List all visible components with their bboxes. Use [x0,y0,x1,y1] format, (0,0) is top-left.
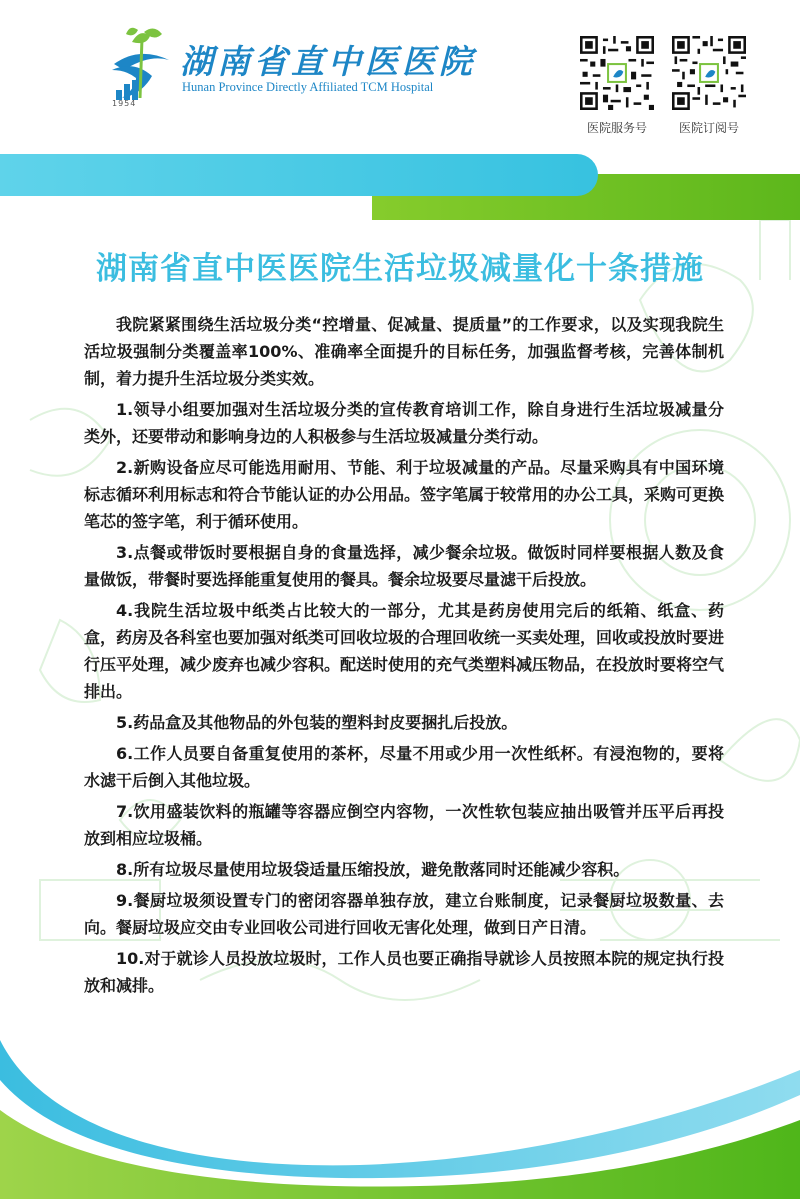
hospital-name-cn: 湖南省直中医医院 [180,42,476,81]
measure-2: 2.新购设备应尽可能选用耐用、节能、利于垃圾减量的产品。尽量采购具有中国环境标志循环利用标志和符合节能认证的办公用品。签字笔属于较常用的办公工具，采购可更换笔芯的签字笔，利于循环使用。 [84,458,725,531]
measure-8: 8.所有垃圾尽量使用垃圾袋适量压缩投放，避免散落同时还能减少容积。 [116,860,630,879]
measure-3: 3.点餐或带饭时要根据自身的食量选择，减少餐余垃圾。做饭时同样要根据人数及食量做饭，带餐时要选择能重复使用的餐具。餐余垃圾要尽量滤干后投放。 [84,543,724,589]
measures-text [84,311,724,1003]
qr-code-icon [672,36,746,110]
measure-5: 5.药品盒及其他物品的外包装的塑料封皮要捆扎后投放。 [116,713,518,732]
bottom-wave-decoration [0,1040,800,1199]
qr-label-subscription: 医院订阅号 [678,121,739,135]
measure-1: 1.领导小组要加强对生活垃圾分类的宣传教育培训工作，除自身进行生活垃圾减量分类外，还要带动和影响身边的人积极参与生活垃圾减量分类行动。 [84,400,724,446]
page-title: 湖南省直中医医院生活垃圾减量化十条措施 [96,251,704,287]
measure-9: 9.餐厨垃圾须设置专门的密闭容器单独存放，建立台账制度，记录餐厨垃圾数量、去向。餐厨垃圾应交由专业回收公司进行回收无害化处理，做到日产日清。 [84,891,724,937]
measure-6: 6.工作人员要自备重复使用的茶杯，尽量不用或少用一次性纸杯。有浸泡物的，要将水滤干后倒入其他垃圾。 [84,744,724,790]
qr-code-icon [580,36,654,110]
measure-10: 10.对于就诊人员投放垃圾时，工作人员也要正确指导就诊人员按照本院的规定执行投放和减排。 [84,949,724,995]
qr-label-service: 医院服务号 [586,121,647,135]
cyan-banner-band [0,154,598,196]
founded-year: 1954 [112,99,137,108]
measure-7: 7.饮用盛装饮料的瓶罐等容器应倒空内容物，一次性软包装应抽出吸管并压平后再投放到相应垃圾桶。 [84,802,724,848]
hospital-name-en: Hunan Province Directly Affiliated TCM Hospital [182,80,434,94]
intro-paragraph: 我院紧紧围绕生活垃圾分类“控增量、促减量、提质量”的工作要求，以及实现我院生活垃圾强制分类覆盖率100%、准确率全面提升的目标任务，加强监督考核，完善体制机制，着力提升生活垃圾分类实效。 [84,315,724,388]
measure-4: 4.我院生活垃圾中纸类占比较大的一部分，尤其是药房使用完后的纸箱、纸盒、药盒，药房及各科室也要加强对纸类可回收垃圾的合理回收统一买卖处理，回收或投放时要进行压平处理，减少废弃也减少容积。配送时使用的充气类塑料减压物品，在投放时要将空气排出。 [84,601,725,701]
